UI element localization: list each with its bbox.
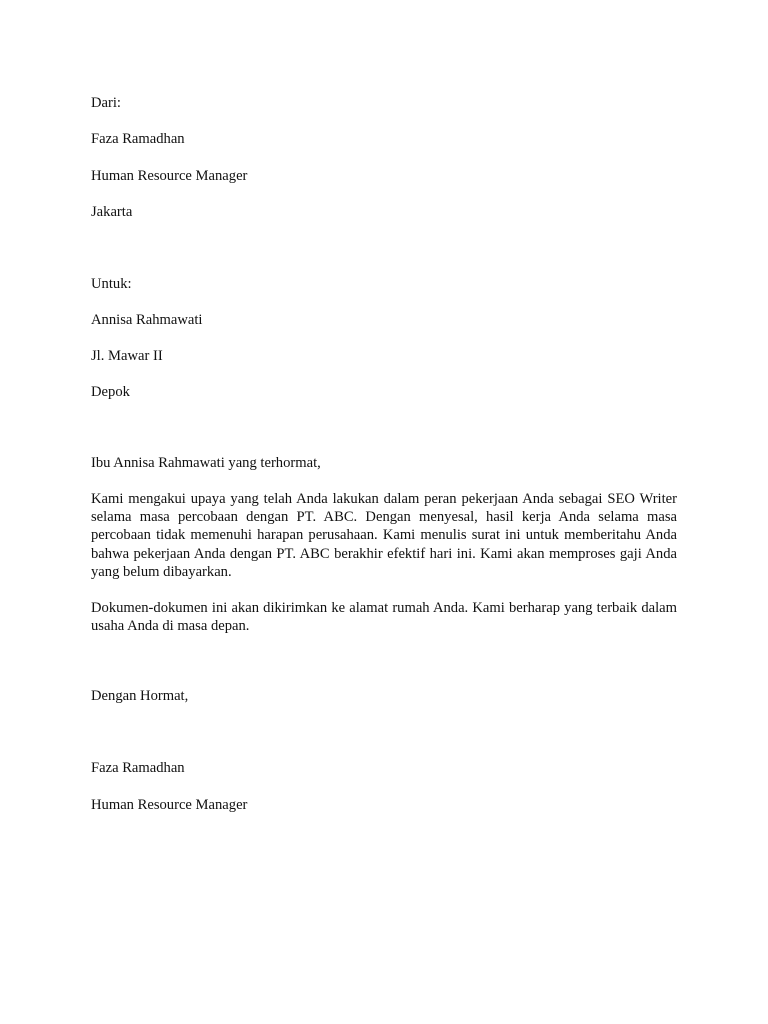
from-name: Faza Ramadhan [91,131,185,147]
body-paragraph-2: Dokumen-dokumen ini akan dikirimkan ke alamat rumah Anda. Kami berharap yang terbaik dalam usaha Anda di masa depan. [91,600,677,635]
closing: Dengan Hormat, [91,688,189,704]
body-paragraph-1: Kami mengakui upaya yang telah Anda lakukan dalam peran pekerjaan Anda sebagai SEO Writer selama masa percobaan dengan PT. ABC. Dengan menyesal, hasil kerja Anda selama masa percobaan tidak memenuhi harapan perusahaan. Kami menulis surat ini untuk memberitahu Anda bahwa pekerjaan Anda dengan PT. ABC berakhir efektif hari ini. Kami akan memproses gaji Anda yang belum dibayarkan. [91,491,677,580]
to-label: Untuk: [91,276,132,292]
from-label: Dari: [91,95,121,111]
signature-title: Human Resource Manager [91,797,248,813]
to-street: Jl. Mawar II [91,348,163,364]
to-city: Depok [91,384,130,400]
signature-name: Faza Ramadhan [91,760,185,776]
salutation: Ibu Annisa Rahmawati yang terhormat, [91,455,321,471]
to-name: Annisa Rahmawati [91,312,203,328]
from-title: Human Resource Manager [91,168,248,184]
from-city: Jakarta [91,204,133,220]
